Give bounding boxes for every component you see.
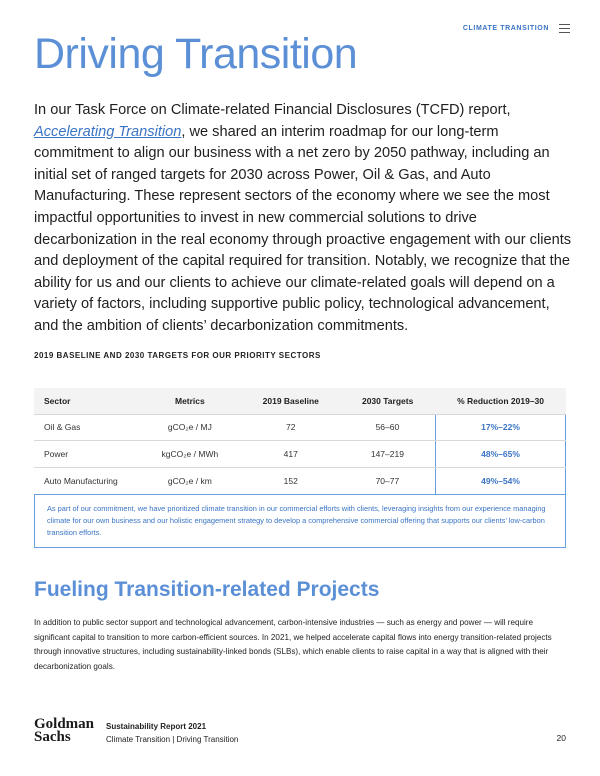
header-reduction: % Reduction 2019–30 xyxy=(436,388,566,414)
page-number: 20 xyxy=(556,733,566,743)
accelerating-transition-link[interactable]: Accelerating Transition xyxy=(34,123,182,140)
footer-text xyxy=(106,720,238,746)
cell-baseline: 152 xyxy=(283,475,298,486)
cell-metric: gCO₂e / MJ xyxy=(138,414,242,441)
section-label[interactable]: CLIMATE TRANSITION xyxy=(462,25,549,32)
footer-breadcrumb: Climate Transition | Driving Transition xyxy=(106,735,239,744)
cell-baseline: 72 xyxy=(242,414,340,441)
table-row xyxy=(34,467,566,494)
table-row xyxy=(34,414,566,441)
logo-line-2: Sachs xyxy=(34,729,71,745)
hamburger-menu-icon[interactable] xyxy=(559,24,570,33)
cell-sector: Power xyxy=(34,441,138,468)
table-note: As part of our commitment, we have prioritized climate transition in our commercial efforts with clients, leveraging insights from our experience managing climate for our own business and our holistic engagement strategy to develop a comprehensive commercial offering that supports our clients’ low-carbon transition efforts. xyxy=(34,494,566,548)
cell-metric: gCO₂e / km xyxy=(167,475,212,486)
cell-metric: kgCO₂e / MWh xyxy=(138,441,242,468)
cell-reduction: 17%–22% xyxy=(436,414,566,441)
page-title: Driving Transition xyxy=(34,30,358,78)
header-metrics: Metrics xyxy=(138,388,242,414)
header-baseline: 2019 Baseline xyxy=(242,388,340,414)
logo-line-1: Goldman xyxy=(34,716,95,732)
intro-text-start: In our Task Force on Climate-related Financial Disclosures (TCFD) report, xyxy=(34,102,511,118)
intro-text-end: , we shared an interim roadmap for our long-term commitment to align our business with a net zero by 2050 pathway, including an initial set of ranged targets for 2030 across Power, Oil & Gas, and Auto Manufacturing. These represent sectors of the economy where we see the most impactful opportunities to invest in new commercial solutions to drive decarbonization in the real economy through proactive engagement with our clients and deployment of the capital required for transition. Notably, we recognize that the ability for us and our clients to achieve our climate-related goals will depend on a variety of factors, including supportive public policy, technological advancement, and the ambition of clients’ decarbonization commitments. xyxy=(34,123,572,334)
cell-reduction: 48%–65% xyxy=(436,441,566,468)
cell-reduction: 49%–54% xyxy=(436,467,566,494)
section-title: Fueling Transition-related Projects xyxy=(34,578,380,601)
cell-target: 147–219 xyxy=(340,441,436,468)
cell-sector: Auto Manufacturing xyxy=(44,475,118,486)
table-heading: 2019 BASELINE AND 2030 TARGETS FOR OUR PRIORITY SECTORS xyxy=(34,351,321,360)
intro-paragraph xyxy=(34,100,576,338)
cell-target: 70–77 xyxy=(375,475,400,486)
top-nav xyxy=(463,24,570,33)
header-targets: 2030 Targets xyxy=(340,388,436,414)
cell-target: 56–60 xyxy=(340,414,436,441)
cell-sector: Oil & Gas xyxy=(34,414,138,441)
table-row xyxy=(34,441,566,468)
table-header-row xyxy=(34,388,566,414)
footer-report-name: Sustainability Report 2021 xyxy=(106,722,207,731)
section-body: In addition to public sector support and technological advancement, carbon-intensive industries — such as energy and power — will require significant capital to transition to more carbon-efficient sources. In 2021, we helped accelerate capital flows into energy transition-related projects through innovative structures, including sustainability-linked bonds (SLBs), which enable clients to raise capital in a way that is aligned with their decarbonization goals. xyxy=(34,618,552,671)
goldman-sachs-logo xyxy=(34,718,94,744)
header-sector: Sector xyxy=(34,388,138,414)
cell-baseline: 417 xyxy=(242,441,340,468)
targets-table xyxy=(34,388,566,494)
